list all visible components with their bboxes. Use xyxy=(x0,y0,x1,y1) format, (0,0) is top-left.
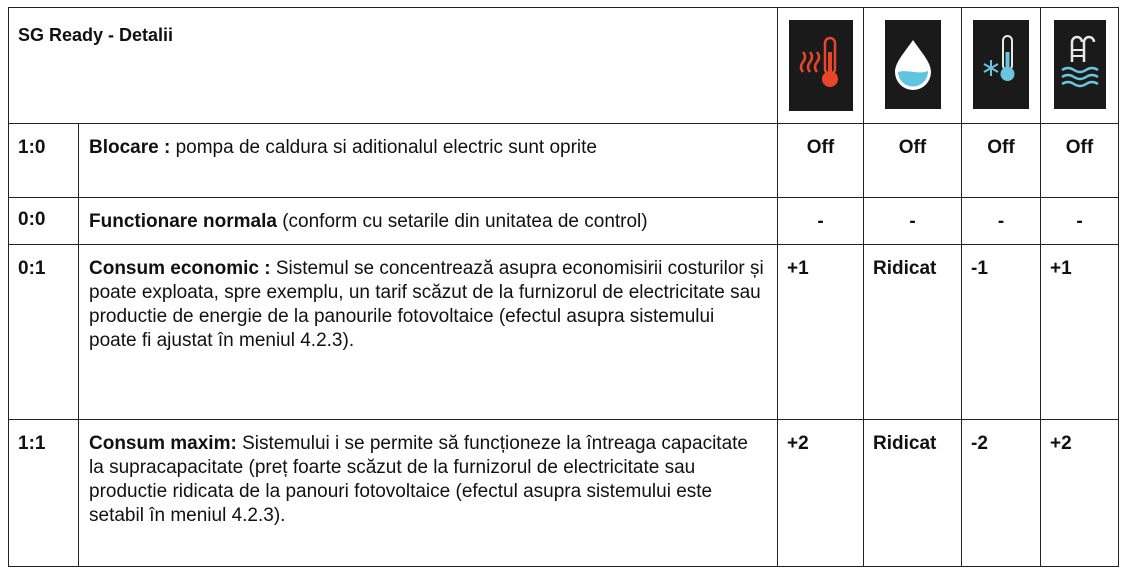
table-row xyxy=(9,124,1119,198)
row-description xyxy=(79,420,778,567)
value-cooling: - xyxy=(962,198,1041,245)
value-heating: - xyxy=(778,198,864,245)
row-description xyxy=(79,245,778,420)
cooling-icon xyxy=(973,20,1029,109)
value-hot-water: - xyxy=(864,198,962,245)
icon-cell-heating xyxy=(778,8,864,124)
value-hot-water: Ridicat xyxy=(864,420,962,567)
sg-ready-table xyxy=(8,7,1119,567)
row-text: pompa de caldura si aditionalul electric sunt oprite xyxy=(170,137,597,158)
row-text: Sistemul se concentrează asupra economisirii costurilor și poate exploata, spre exemplu, un tarif scăzut de la furnizorul de electricitate sau productie de energie de la panourile fotovoltaice (efectul asupra sistemului poate fi ajustat în meniul 4.2.3). xyxy=(89,258,764,351)
row-code: 0:0 xyxy=(9,198,79,245)
row-label: Consum economic : xyxy=(89,258,271,279)
row-code: 1:0 xyxy=(9,124,79,198)
row-code: 1:1 xyxy=(9,420,79,567)
hot-water-icon xyxy=(885,20,941,109)
row-label: Functionare normala xyxy=(89,211,277,232)
space-heating-icon xyxy=(789,20,853,111)
table-row xyxy=(9,420,1119,567)
pool-heating-icon xyxy=(1054,20,1106,109)
table-row xyxy=(9,198,1119,245)
table-title: SG Ready - Detalii xyxy=(9,8,778,124)
row-code: 0:1 xyxy=(9,245,79,420)
value-heating: Off xyxy=(778,124,864,198)
value-cooling: -2 xyxy=(962,420,1041,567)
row-description xyxy=(79,124,778,198)
value-pool: Off xyxy=(1041,124,1119,198)
value-heating: +2 xyxy=(778,420,864,567)
table-row xyxy=(9,245,1119,420)
icon-cell-cooling xyxy=(962,8,1041,124)
icon-cell-hot-water xyxy=(864,8,962,124)
value-cooling: -1 xyxy=(962,245,1041,420)
value-pool: +1 xyxy=(1041,245,1119,420)
row-label: Blocare : xyxy=(89,137,171,158)
row-text: Sistemului i se permite să funcționeze la întreaga capacitate la supracapacitate (preț foarte scăzut de la furnizorul de electricitate sau productie ridicata de la panouri fotovoltaice (efectul asupra sistemului este setabil în meniul 4.2.3). xyxy=(89,433,748,526)
value-pool: - xyxy=(1041,198,1119,245)
header-row xyxy=(9,8,1119,124)
value-cooling: Off xyxy=(962,124,1041,198)
value-hot-water: Ridicat xyxy=(864,245,962,420)
value-pool: +2 xyxy=(1041,420,1119,567)
icon-cell-pool xyxy=(1041,8,1119,124)
row-description xyxy=(79,198,778,245)
row-text: (conform cu setarile din unitatea de control) xyxy=(276,211,648,232)
value-hot-water: Off xyxy=(864,124,962,198)
row-label: Consum maxim: xyxy=(89,433,237,454)
value-heating: +1 xyxy=(778,245,864,420)
